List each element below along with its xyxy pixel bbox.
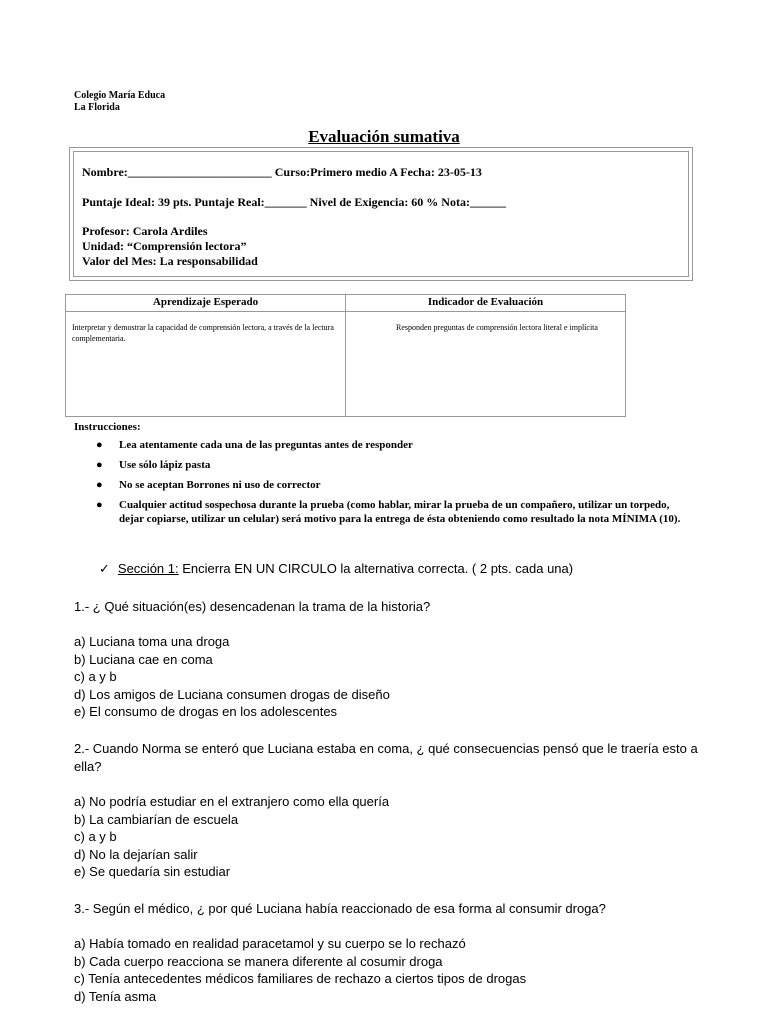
option: b) Cada cuerpo reacciona se manera diferente al cosumir droga bbox=[74, 953, 443, 969]
option: b) La cambiarían de escuela bbox=[74, 811, 239, 827]
instructions-heading: Instrucciones: bbox=[74, 421, 141, 433]
option: d) No la dejarían salir bbox=[74, 846, 198, 862]
option: e) Se quedaría sin estudiar bbox=[74, 864, 231, 879]
instruction-item: ● Lea atentamente cada una de las preguntas antes de responder bbox=[96, 439, 413, 451]
option: a) No podría estudiar en el extranjero como ella quería bbox=[74, 794, 390, 809]
question-1-options bbox=[74, 633, 390, 721]
option: c) a y b bbox=[74, 669, 117, 684]
info-unit: Unidad: “Comprensión lectora” bbox=[82, 239, 247, 253]
option: a) Había tomado en realidad paracetamol y su cuerpo se lo rechazó bbox=[74, 936, 466, 951]
objectives-cell-expected: Interpretar y demostrar la capacidad de comprensión lectora, a través de la lectura complementaria. bbox=[66, 312, 346, 417]
section-text: Encierra EN UN CIRCULO la alternativa correcta. ( 2 pts. cada una) bbox=[178, 561, 574, 576]
info-line-name-course-date: Nombre:________________________ Curso:Primero medio A Fecha: 23-05-13 bbox=[82, 165, 482, 179]
bullet-icon: ● bbox=[96, 499, 103, 511]
question-1: 1.- ¿ Qué situación(es) desencadenan la trama de la historia? bbox=[74, 599, 431, 614]
section-label: Sección 1: bbox=[117, 561, 179, 576]
bullet-icon: ● bbox=[96, 439, 103, 451]
school-name: Colegio María Educa bbox=[74, 90, 166, 101]
option: d) Los amigos de Luciana consumen drogas de diseño bbox=[74, 686, 390, 702]
info-line-scores: Puntaje Ideal: 39 pts. Puntaje Real:_______ Nivel de Exigencia: 60 % Nota:______ bbox=[82, 195, 506, 209]
objectives-header-expected: Aprendizaje Esperado bbox=[66, 295, 346, 312]
option: a) Luciana toma una droga bbox=[74, 634, 230, 649]
bullet-icon: ● bbox=[96, 479, 103, 491]
page-title: Evaluación sumativa bbox=[308, 127, 460, 146]
instruction-item: ● No se aceptan Borrones ni uso de corrector bbox=[96, 479, 321, 491]
bullet-icon: ● bbox=[96, 459, 103, 471]
objectives-header-indicator: Indicador de Evaluación bbox=[346, 295, 626, 312]
school-commune: La Florida bbox=[74, 102, 120, 113]
student-info-box bbox=[69, 147, 693, 281]
info-teacher: Profesor: Carola Ardiles bbox=[82, 224, 208, 238]
question-2: 2.- Cuando Norma se enteró que Luciana estaba en coma, ¿ qué consecuencias pensó que le traería esto a ella? bbox=[74, 741, 698, 774]
school-header bbox=[74, 90, 165, 114]
question-3-options bbox=[74, 935, 526, 1005]
question-3: 3.- Según el médico, ¿ por qué Luciana había reaccionado de esa forma al consumir droga? bbox=[74, 901, 606, 916]
option: d) Tenía asma bbox=[74, 988, 157, 1004]
question-2-options bbox=[74, 793, 389, 881]
info-month-value: Valor del Mes: La responsabilidad bbox=[82, 254, 258, 268]
instructions-list bbox=[74, 438, 694, 532]
instruction-item: ● Cualquier actitud sospechosa durante la prueba (como hablar, mirar la prueba de un compañero, utilizar un torpedo, dejar copiarse, utilizar un celular) será motivo para la entrega de ésta obteniendo como resultado la nota MÍNIMA (10). bbox=[96, 499, 681, 525]
option: c) a y b bbox=[74, 829, 117, 844]
option: e) El consumo de drogas en los adolescentes bbox=[74, 704, 338, 719]
checkmark-icon: ✓ bbox=[99, 561, 110, 576]
objectives-table bbox=[65, 294, 626, 417]
instruction-item: ● Use sólo lápiz pasta bbox=[96, 459, 211, 471]
option: c) Tenía antecedentes médicos familiares de rechazo a ciertos tipos de drogas bbox=[74, 971, 527, 986]
objectives-cell-indicator: Responden preguntas de comprensión lectora literal e implícita bbox=[346, 312, 626, 417]
option: b) Luciana cae en coma bbox=[74, 651, 213, 667]
section-1-heading bbox=[99, 561, 573, 577]
